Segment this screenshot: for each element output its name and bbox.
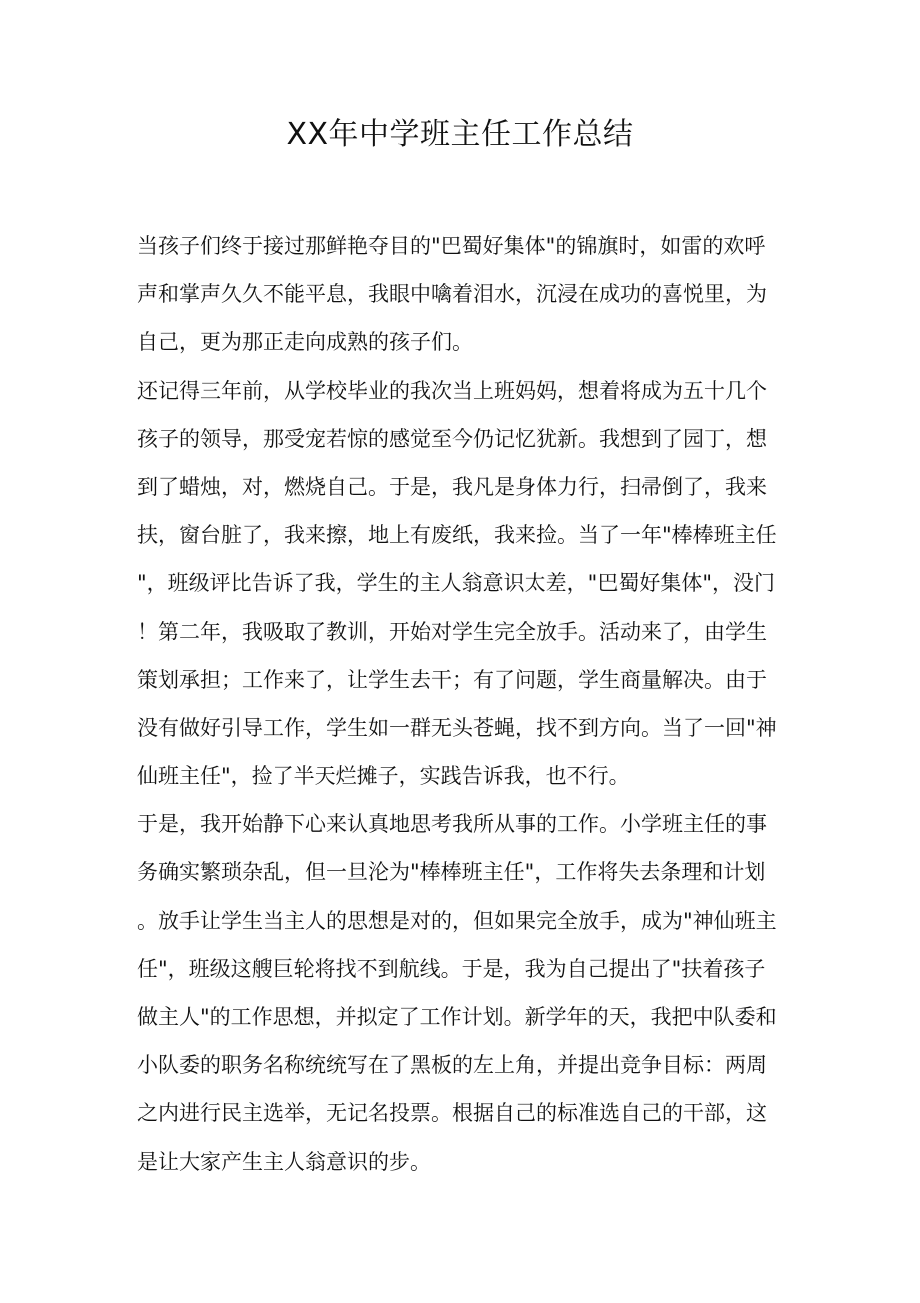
text-line: "，班级评比告诉了我，学生的主人翁意识太差，"巴蜀好集体"，没门 (137, 571, 775, 596)
document-title: XX年中学班主任工作总结 (286, 117, 634, 152)
paragraph (137, 800, 787, 1186)
text-line: 。放手让学生当主人的思想是对的，但如果完全放手，成为"神仙班主 (137, 908, 777, 933)
text-line: 还记得三年前，从学校毕业的我次当上班妈妈，想着将成为五十几个 (137, 378, 767, 403)
text-line: 到了蜡烛，对，燃烧自己。于是，我凡是身体力行，扫帚倒了，我来 (137, 474, 767, 499)
text-line: 做主人"的工作思想，并拟定了工作计划。新学年的天，我把中队委和 (137, 1005, 777, 1029)
text-line: 当孩子们终于接过那鲜艳夺目的"巴蜀好集体"的锦旗时，如雷的欢呼 (137, 234, 766, 258)
text-line: 于是，我开始静下心来认真地思考我所从事的工作。小学班主任的事 (137, 812, 767, 837)
text-line: 之内进行民主选举，无记名投票。根据自己的标准选自己的干部，这 (137, 1101, 767, 1126)
text-line: 小队委的职务名称统统写在了黑板的左上角，并提出竞争目标：两周 (137, 1053, 767, 1078)
text-line: 任"，班级这艘巨轮将找不到航线。于是，我为自己提出了"扶着孩子 (137, 956, 766, 981)
document-body (137, 222, 787, 1186)
text-line: 策划承担；工作来了，让学生去干；有了问题，学生商量解决。由于 (137, 667, 767, 692)
text-line: 自己，更为那正走向成熟的孩子们。 (137, 330, 473, 355)
text-line: 是让大家产生主人翁意识的步。 (137, 1149, 431, 1174)
text-line: 没有做好引导工作，学生如一群无头苍蝇，找不到方向。当了一回"神 (137, 715, 777, 740)
text-line: 孩子的领导，那受宠若惊的感觉至今仍记忆犹新。我想到了园丁，想 (137, 426, 767, 451)
paragraph (137, 222, 787, 367)
text-line: ！第二年，我吸取了教训，开始对学生完全放手。活动来了，由学生 (137, 619, 767, 644)
text-line: 声和掌声久久不能平息，我眼中噙着泪水，沉浸在成功的喜悦里，为 (137, 282, 767, 307)
text-line: 扶，窗台脏了，我来擦，地上有废纸，我来捡。当了一年"棒棒班主任 (137, 523, 777, 548)
text-line: 务确实繁琐杂乱，但一旦沦为"棒棒班主任"，工作将失去条理和计划 (137, 860, 766, 885)
paragraph (137, 367, 787, 801)
text-line: 仙班主任"，捡了半天烂摊子，实践告诉我，也不行。 (137, 764, 630, 789)
